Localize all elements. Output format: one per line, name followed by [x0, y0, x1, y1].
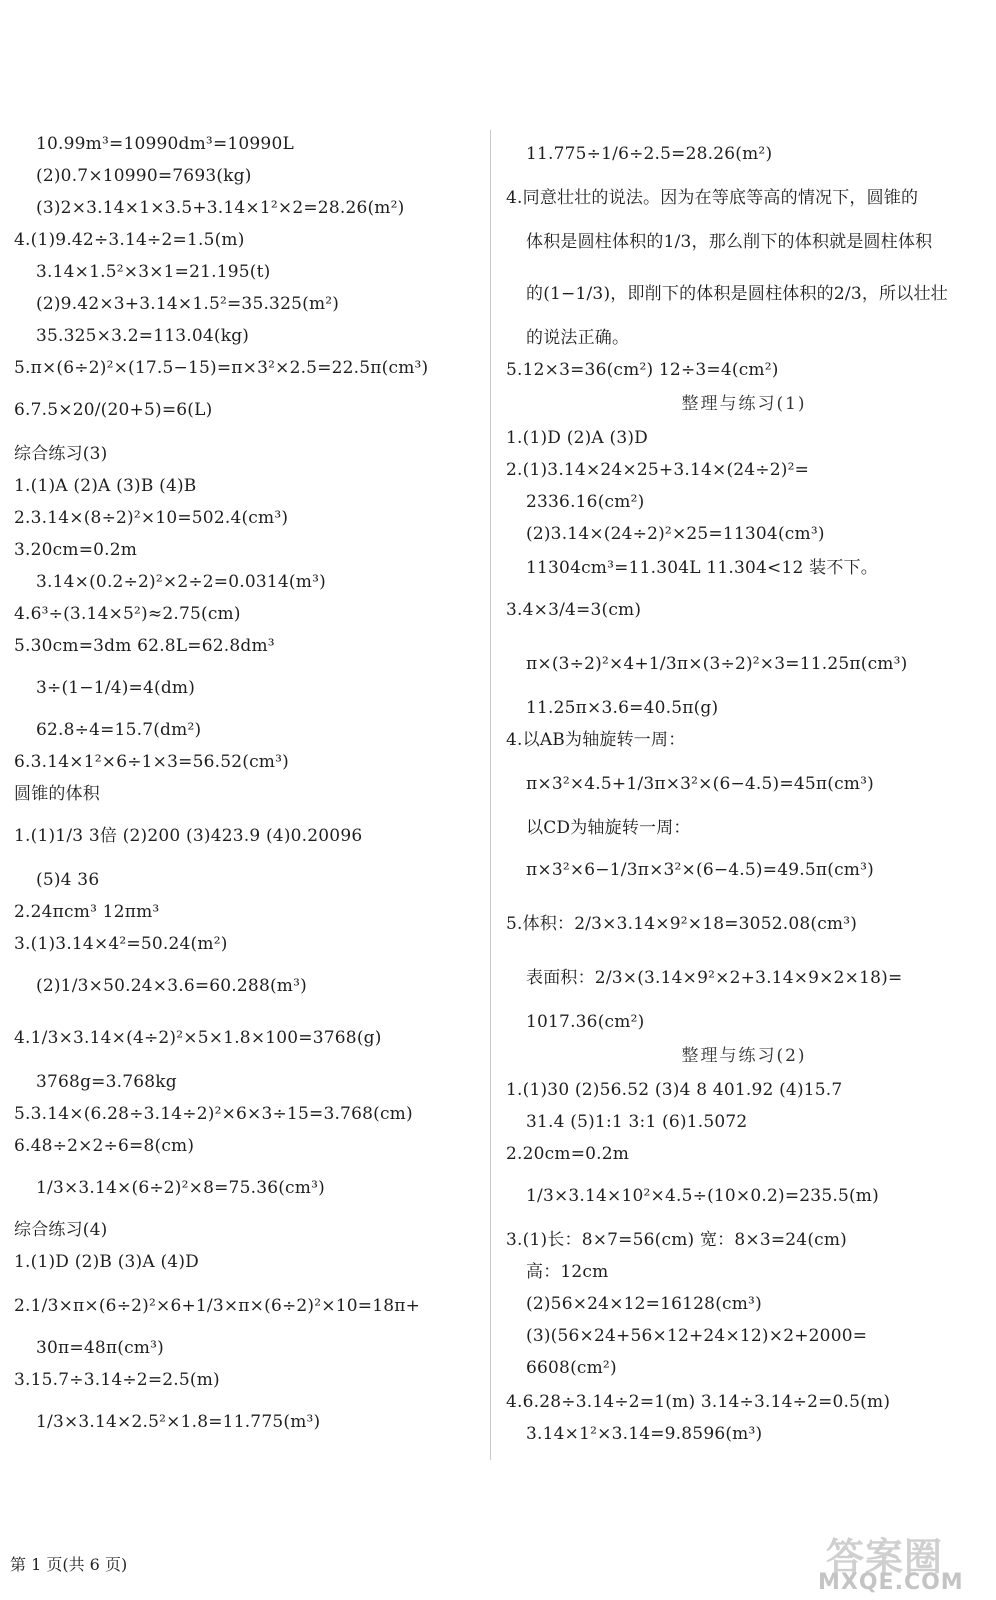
text-line: 1/3×3.14×(6÷2)²×8=75.36(cm³): [36, 1178, 325, 1198]
text-line: 6.48÷2×2÷6=8(cm): [14, 1136, 195, 1156]
text-line: (2)9.42×3+3.14×1.5²=35.325(m²): [36, 294, 340, 314]
text-line: 31.4 (5)1:1 3:1 (6)1.5072: [526, 1112, 748, 1132]
watermark-brand: 答案圈: [826, 1535, 944, 1579]
text-line: (2)0.7×10990=7693(kg): [36, 166, 252, 186]
text-line: (2)56×24×12=16128(cm³): [526, 1294, 762, 1314]
text-line: 1.(1)D (2)B (3)A (4)D: [14, 1252, 199, 1272]
text-line: 1/3×3.14×10²×4.5÷(10×0.2)=235.5(m): [526, 1186, 879, 1206]
section-heading: 综合练习(4): [14, 1220, 108, 1240]
text-line: 1.(1)A (2)A (3)B (4)B: [14, 476, 197, 496]
text-line: 以CD为轴旋转一周：: [526, 818, 691, 838]
text-line: 3.(1)3.14×4²=50.24(m²): [14, 934, 228, 954]
text-line: 5.3.14×(6.28÷3.14÷2)²×6×3÷15=3.768(cm): [14, 1104, 413, 1124]
text-line: π×3²×6−1/3π×3²×(6−4.5)=49.5π(cm³): [526, 860, 874, 880]
section-heading: 圆锥的体积: [14, 784, 100, 804]
text-line: 35.325×3.2=113.04(kg): [36, 326, 250, 346]
text-line: 3.4×3/4=3(cm): [506, 600, 642, 620]
text-line: 4.1/3×3.14×(4÷2)²×5×1.8×100=3768(g): [14, 1028, 382, 1048]
text-line: 4.以AB为轴旋转一周：: [506, 730, 686, 750]
text-line: 5.体积：2/3×3.14×9²×18=3052.08(cm³): [506, 914, 858, 934]
text-line: 11.25π×3.6=40.5π(g): [526, 698, 719, 718]
text-line: 3.14×1²×3.14=9.8596(m³): [526, 1424, 763, 1444]
text-line: 11.775÷1/6÷2.5=28.26(m²): [526, 144, 773, 164]
page-number: 第 1 页(共 6 页): [10, 1555, 128, 1574]
text-line: (3)2×3.14×1×3.5+3.14×1²×2=28.26(m²): [36, 198, 405, 218]
watermark-logo: [818, 1526, 986, 1596]
text-line: 2.24πcm³ 12πm³: [14, 902, 160, 922]
text-line: 1.(1)D (2)A (3)D: [506, 428, 649, 448]
text-line: 6.7.5×20/(20+5)=6(L): [14, 400, 213, 420]
text-line: 的(1−1/3)，即削下的体积是圆柱体积的2/3，所以壮壮: [526, 284, 948, 304]
text-line: (2)3.14×(24÷2)²×25=11304(cm³): [526, 524, 825, 544]
text-line: 3÷(1−1/4)=4(dm): [36, 678, 196, 698]
text-line: 的说法正确。: [526, 328, 630, 348]
text-line: (5)4 36: [36, 870, 100, 890]
text-line: 3.20cm=0.2m: [14, 540, 138, 560]
text-line: 2.(1)3.14×24×25+3.14×(24÷2)²=: [506, 460, 810, 480]
text-line: (2)1/3×50.24×3.6=60.288(m³): [36, 976, 307, 996]
text-line: 3.(1)长：8×7=56(cm) 宽：8×3=24(cm): [506, 1230, 848, 1250]
text-line: 11304cm³=11.304L 11.304<12 装不下。: [526, 558, 878, 578]
text-line: 1017.36(cm²): [526, 1012, 645, 1032]
text-line: 3.15.7÷3.14÷2=2.5(m): [14, 1370, 220, 1390]
text-line: 1/3×3.14×2.5²×1.8=11.775(m³): [36, 1412, 321, 1432]
text-line: 3768g=3.768kg: [36, 1072, 177, 1092]
section-heading: 整理与练习(2): [681, 1046, 807, 1066]
text-line: 4.(1)9.42÷3.14÷2=1.5(m): [14, 230, 245, 250]
text-line: 2.3.14×(8÷2)²×10=502.4(cm³): [14, 508, 289, 528]
text-line: 5.π×(6÷2)²×(17.5−15)=π×3²×2.5=22.5π(cm³): [14, 358, 429, 378]
text-line: 表面积：2/3×(3.14×9²×2+3.14×9×2×18)=: [526, 968, 903, 988]
text-line: 62.8÷4=15.7(dm²): [36, 720, 202, 740]
text-line: 1.(1)30 (2)56.52 (3)4 8 401.92 (4)15.7: [506, 1080, 843, 1100]
text-line: 2336.16(cm²): [526, 492, 645, 512]
text-line: (3)(56×24+56×12+24×12)×2+2000=: [526, 1326, 868, 1346]
text-line: 2.1/3×π×(6÷2)²×6+1/3×π×(6÷2)²×10=18π+: [14, 1296, 421, 1316]
text-line: 4.同意壮壮的说法。因为在等底等高的情况下，圆锥的: [506, 188, 919, 208]
text-line: π×(3÷2)²×4+1/3π×(3÷2)²×3=11.25π(cm³): [526, 654, 908, 674]
text-line: 体积是圆柱体积的1/3，那么削下的体积就是圆柱体积: [526, 232, 933, 252]
text-line: 10.99m³=10990dm³=10990L: [36, 134, 294, 154]
watermark-url: MXQE.COM: [818, 1570, 964, 1595]
text-line: 高：12cm: [526, 1262, 609, 1282]
text-line: 4.6.28÷3.14÷2=1(m) 3.14÷3.14÷2=0.5(m): [506, 1392, 891, 1412]
text-line: 6.3.14×1²×6÷1×3=56.52(cm³): [14, 752, 289, 772]
text-line: π×3²×4.5+1/3π×3²×(6−4.5)=45π(cm³): [526, 774, 874, 794]
text-line: 2.20cm=0.2m: [506, 1144, 630, 1164]
section-heading: 综合练习(3): [14, 444, 108, 464]
text-line: 3.14×1.5²×3×1=21.195(t): [36, 262, 271, 282]
text-line: 6608(cm²): [526, 1358, 617, 1378]
text-line: 5.12×3=36(cm²) 12÷3=4(cm²): [506, 360, 779, 380]
column-divider: [490, 130, 491, 1460]
text-line: 30π=48π(cm³): [36, 1338, 164, 1358]
text-line: 5.30cm=3dm 62.8L=62.8dm³: [14, 636, 275, 656]
text-line: 4.6³÷(3.14×5²)≈2.75(cm): [14, 604, 241, 624]
section-heading: 整理与练习(1): [681, 394, 807, 414]
text-line: 3.14×(0.2÷2)²×2÷2=0.0314(m³): [36, 572, 326, 592]
text-line: 1.(1)1/3 3倍 (2)200 (3)423.9 (4)0.20096: [14, 826, 363, 846]
